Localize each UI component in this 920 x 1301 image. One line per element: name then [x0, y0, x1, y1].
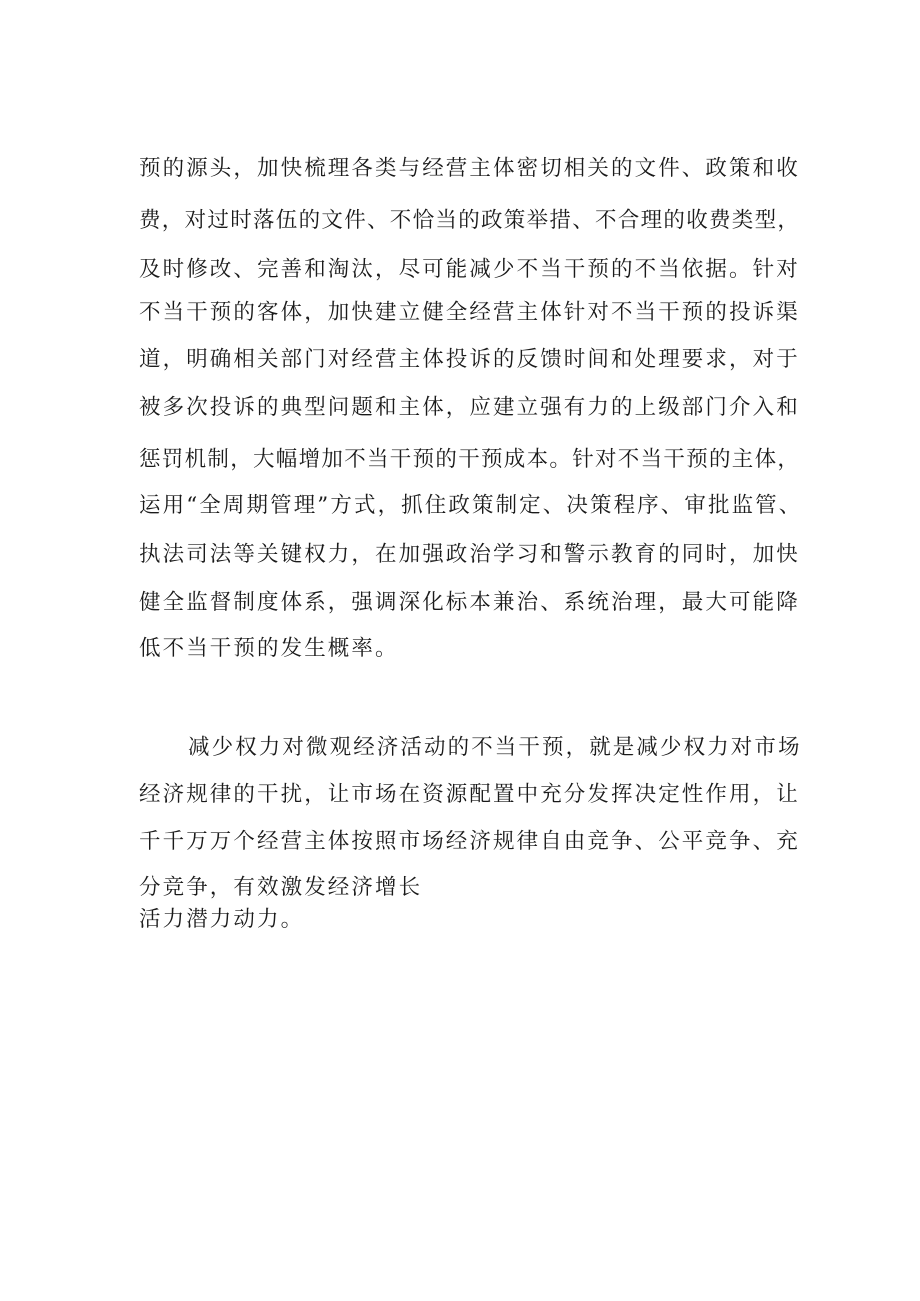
text-line: 惩罚机制，大幅增加不当干预的干预成本。针对不当干预的主体， — [139, 447, 801, 472]
text-line: 被多次投诉的典型问题和主体，应建立强有力的上级部门介入和 — [139, 395, 800, 420]
text-line: 执法司法等关键权力，在加强政治学习和警示教育的同时，加快 — [139, 542, 800, 567]
text-line: 道，明确相关部门对经营主体投诉的反馈时间和处理要求，对于 — [139, 347, 800, 372]
text-line: 不当干预的客体，加快建立健全经营主体针对不当干预的投诉渠 — [139, 300, 800, 325]
text-line: 及时修改、完善和淘汰，尽可能减少不当干预的不当依据。针对 — [139, 257, 800, 282]
text-line: 活力潜力动力。 — [139, 907, 305, 932]
text-line: 分竞争，有效激发经济增长 — [139, 875, 423, 900]
text-line: 运用“全周期管理”方式，抓住政策制定、决策程序、审批监管、 — [139, 493, 803, 518]
text-line: 费，对过时落伍的文件、不恰当的政策举措、不合理的收费类型， — [139, 208, 801, 233]
text-line: 千千万万个经营主体按照市场经济规律自由竞争、公平竞争、充 — [139, 829, 800, 854]
text-line: 减少权力对微观经济活动的不当干预，就是减少权力对市场 — [188, 735, 802, 760]
text-line: 经济规律的干扰，让市场在资源配置中充分发挥决定性作用，让 — [139, 782, 800, 807]
text-line: 健全监督制度体系，强调深化标本兼治、系统治理，最大可能降 — [139, 590, 800, 615]
text-line: 预的源头，加快梳理各类与经营主体密切相关的文件、政策和收 — [139, 156, 800, 181]
text-line: 低不当干预的发生概率。 — [139, 636, 399, 661]
